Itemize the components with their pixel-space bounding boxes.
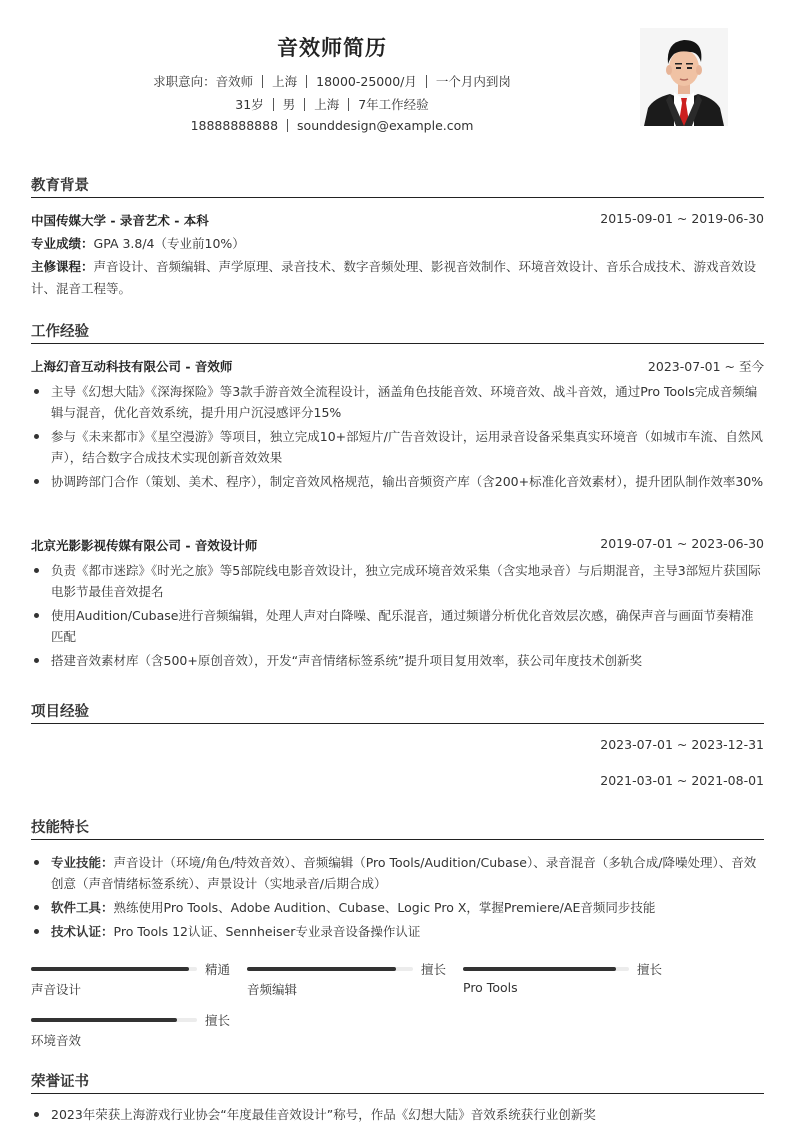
job-date: 2023-07-01 ~ 至今 [647, 359, 764, 374]
education-school-line: 中国传媒大学 - 录音艺术 - 本科 [31, 213, 209, 228]
skill-bullet [31, 921, 764, 942]
skill-bullet-label: 软件工具： [51, 900, 114, 915]
skill-bar-fill [247, 967, 396, 971]
skill-bar-ambient-sound [31, 1011, 241, 1051]
skill-bar-track [31, 967, 197, 971]
experience-years: 7年工作经验 [358, 97, 429, 112]
skill-level: 擅长 [205, 1013, 231, 1028]
job-bullets [31, 381, 764, 495]
section-title-honors: 荣誉证书 [31, 1074, 89, 1090]
section-divider [31, 839, 764, 840]
gpa-label: 专业成绩： [31, 236, 94, 251]
job-bullets [31, 560, 764, 674]
job-date: 2019-07-01 ~ 2023-06-30 [600, 536, 764, 551]
separator [262, 75, 263, 88]
skill-level: 擅长 [637, 962, 663, 977]
basic-info-line [0, 95, 664, 113]
skill-bar-track [247, 967, 413, 971]
separator [287, 119, 288, 132]
separator [304, 98, 305, 111]
job-bullet: 搭建音效素材库（含500+原创音效），开发“声音情绪标签系统”提升项目复用效率，获公司年度技术创新奖 [31, 650, 764, 671]
job-bullet: 协调跨部门合作（策划、美术、程序），制定音效风格规范，输出音频资产库（含200+标准化音效素材），提升团队制作效率30% [31, 471, 764, 492]
job-bullet: 主导《幻想大陆》《深海探险》等3款手游音效全流程设计，涵盖角色技能音效、环境音效、战斗音效，通过Pro Tools完成音频编辑与混音，优化音效系统，提升用户沉浸感评分15% [31, 381, 764, 423]
education-courses-row [31, 256, 764, 300]
skill-level: 擅长 [421, 962, 447, 977]
intent-position: 求职意向：音效师 [153, 74, 254, 89]
skills-bullets [31, 852, 764, 945]
section-title-skills: 技能特长 [31, 820, 89, 836]
separator [348, 98, 349, 111]
resume-title: 音效师简历 [277, 36, 387, 60]
skill-bullet [31, 897, 764, 918]
skill-bullet [31, 852, 764, 894]
skill-bar-fill [463, 967, 616, 971]
skill-name: 音频编辑 [247, 982, 298, 997]
education-date: 2015-09-01 ~ 2019-06-30 [600, 211, 764, 226]
skill-bar-sound-design [31, 960, 241, 1000]
email: sounddesign@example.com [297, 118, 474, 133]
skill-bar-pro-tools [463, 960, 673, 1000]
honors-bullets [31, 1104, 764, 1123]
skill-bar-audio-editing [247, 960, 457, 1000]
courses-label: 主修课程： [31, 259, 94, 274]
age: 31岁 [235, 97, 264, 112]
section-divider [31, 1093, 764, 1094]
job-head: 上海幻音互动科技有限公司 - 音效师 [31, 359, 233, 374]
separator [273, 98, 274, 111]
skill-bar-track [31, 1018, 197, 1022]
section-divider [31, 723, 764, 724]
project-date: 2023-07-01 ~ 2023-12-31 [600, 737, 764, 752]
skill-name: 环境音效 [31, 1033, 82, 1048]
job-intent-line [0, 72, 664, 90]
location: 上海 [314, 97, 340, 112]
honor-item: 2023年荣获上海游戏行业协会“年度最佳音效设计”称号，作品《幻想大陆》音效系统获行业创新奖 [31, 1104, 764, 1123]
skill-level: 精通 [205, 962, 231, 977]
avatar [640, 28, 728, 126]
project-date: 2021-03-01 ~ 2021-08-01 [600, 773, 764, 788]
job-bullet: 使用Audition/Cubase进行音频编辑，处理人声对白降噪、配乐混音，通过频谱分析优化音效层次感，确保声音与画面节奏精准匹配 [31, 605, 764, 647]
skill-bar-track [463, 967, 629, 971]
section-divider [31, 343, 764, 344]
skill-bullet-label: 技术认证： [51, 924, 114, 939]
skill-bullet-label: 专业技能： [51, 855, 114, 870]
education-gpa-row [31, 234, 764, 254]
phone: 18888888888 [190, 118, 279, 133]
section-title-education: 教育背景 [31, 178, 89, 194]
separator [426, 75, 427, 88]
intent-availability: 一个月内到岗 [435, 74, 511, 89]
skill-name: Pro Tools [463, 980, 518, 995]
contact-line [0, 118, 664, 133]
skill-bullet-text: Pro Tools 12认证、Sennheiser专业录音设备操作认证 [113, 924, 421, 939]
section-title-projects: 项目经验 [31, 704, 89, 720]
section-divider [31, 197, 764, 198]
skill-bar-fill [31, 967, 189, 971]
job-head: 北京光影影视传媒有限公司 - 音效设计师 [31, 538, 258, 553]
gpa-value: GPA 3.8/4（专业前10%） [93, 236, 245, 251]
skill-bullet-text: 声音设计（环境/角色/特效音效）、音频编辑（Pro Tools/Audition/Cubase）、录音混音（多轨合成/降噪处理）、音效创意（声音情绪标签系统）、声景设计（实地录音/后期合成） [51, 855, 757, 891]
skill-bullet-text: 熟练使用Pro Tools、Adobe Audition、Cubase、Logic Pro X，掌握Premiere/AE音频同步技能 [113, 900, 656, 915]
separator [306, 75, 307, 88]
avatar-illustration-icon [640, 28, 728, 126]
intent-salary: 18000-25000/月 [316, 74, 417, 89]
job-bullet: 参与《未来都市》《星空漫游》等项目，独立完成10+部短片/广告音效设计，运用录音设备采集真实环境音（如城市车流、自然风声），结合数字合成技术实现创新音效效果 [31, 426, 764, 468]
job-bullet: 负责《都市迷踪》《时光之旅》等5部院线电影音效设计，独立完成环境音效采集（含实地录音）与后期混音，主导3部短片获国际电影节最佳音效提名 [31, 560, 764, 602]
skill-name: 声音设计 [31, 982, 82, 997]
section-title-work: 工作经验 [31, 324, 89, 340]
courses-value: 声音设计、音频编辑、声学原理、录音技术、数字音频处理、影视音效制作、环境音效设计、音乐合成技术、游戏音效设计、混音工程等。 [31, 259, 757, 296]
intent-city: 上海 [272, 74, 298, 89]
skill-bar-fill [31, 1018, 177, 1022]
gender: 男 [282, 97, 296, 112]
